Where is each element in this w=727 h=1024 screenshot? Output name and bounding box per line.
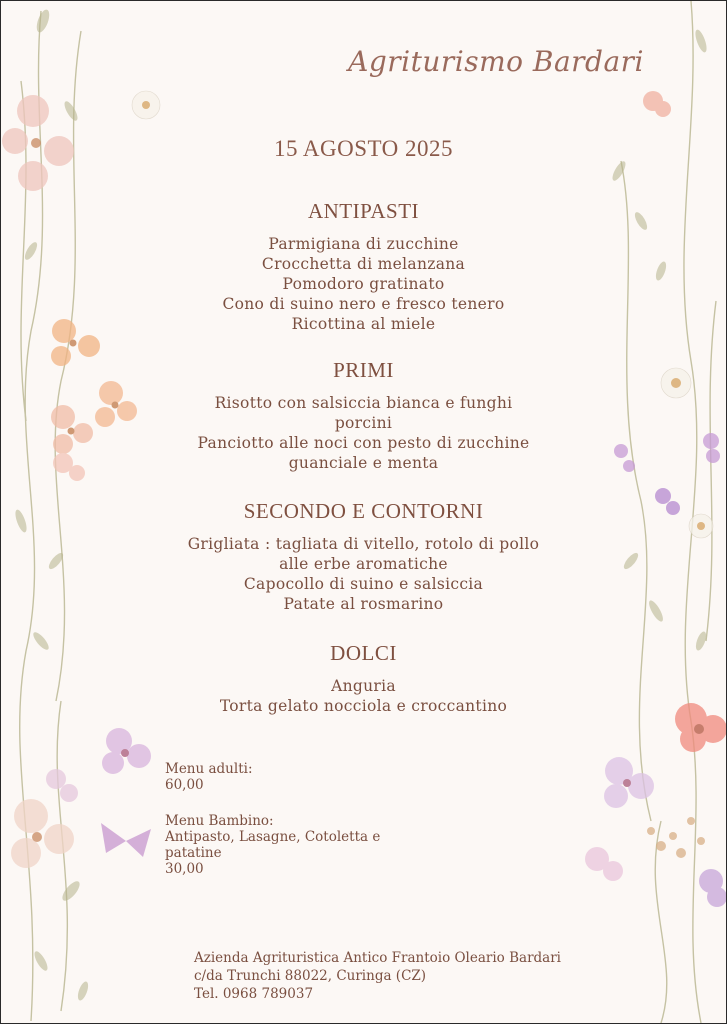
adult-menu-label: Menu adulti: [165, 761, 253, 777]
menu-item: Panciotto alle noci con pesto di zucchine [197, 434, 530, 452]
child-menu-label: Menu Bambino: [165, 813, 274, 829]
menu-item: Torta gelato nocciola e croccantino [219, 697, 508, 715]
section-dolci [1, 641, 726, 716]
menu-item: Cono di suino nero e fresco tenero [222, 295, 505, 313]
menu-item: Anguria [331, 677, 396, 695]
menu-item: porcini [334, 414, 393, 432]
company-name: Azienda Agrituristica Antico Frantoio Oleario Bardari [194, 950, 561, 966]
adult-menu-price: 60,00 [165, 777, 204, 793]
child-menu-description: patatine [165, 845, 222, 861]
child-menu-price: 30,00 [165, 861, 204, 877]
brand-title: Agriturismo Bardari [348, 45, 644, 78]
price-block [165, 761, 380, 877]
section-primi [1, 358, 726, 473]
menu-item: alle erbe aromatiche [279, 555, 448, 573]
section-title: SECONDO E CONTORNI [243, 499, 484, 523]
menu-item: Ricottina al miele [291, 315, 436, 333]
menu-item: Pomodoro gratinato [282, 275, 445, 293]
menu-item: Grigliata : tagliata di vitello, rotolo di pollo [187, 535, 540, 553]
event-date: 15 AGOSTO 2025 [273, 136, 454, 161]
menu-item: Crocchetta di melanzana [261, 255, 466, 273]
section-title: ANTIPASTI [307, 199, 420, 223]
section-title: PRIMI [333, 358, 394, 382]
section-antipasti [1, 199, 726, 334]
section-title: DOLCI [330, 641, 397, 665]
menu-item: Parmigiana di zucchine [268, 235, 459, 253]
company-phone: Tel. 0968 789037 [194, 986, 314, 1002]
menu-item: guanciale e menta [288, 454, 439, 472]
section-secondo-e-contorni [1, 499, 726, 614]
menu-item: Patate al rosmarino [283, 595, 444, 613]
menu-item: Risotto con salsiccia bianca e funghi [214, 394, 513, 412]
footer-contact [194, 949, 561, 1003]
menu-item: Capocollo di suino e salsiccia [243, 575, 484, 593]
child-menu-description: Antipasto, Lasagne, Cotoletta e [165, 829, 381, 845]
company-address: c/da Trunchi 88022, Curinga (CZ) [194, 968, 427, 984]
